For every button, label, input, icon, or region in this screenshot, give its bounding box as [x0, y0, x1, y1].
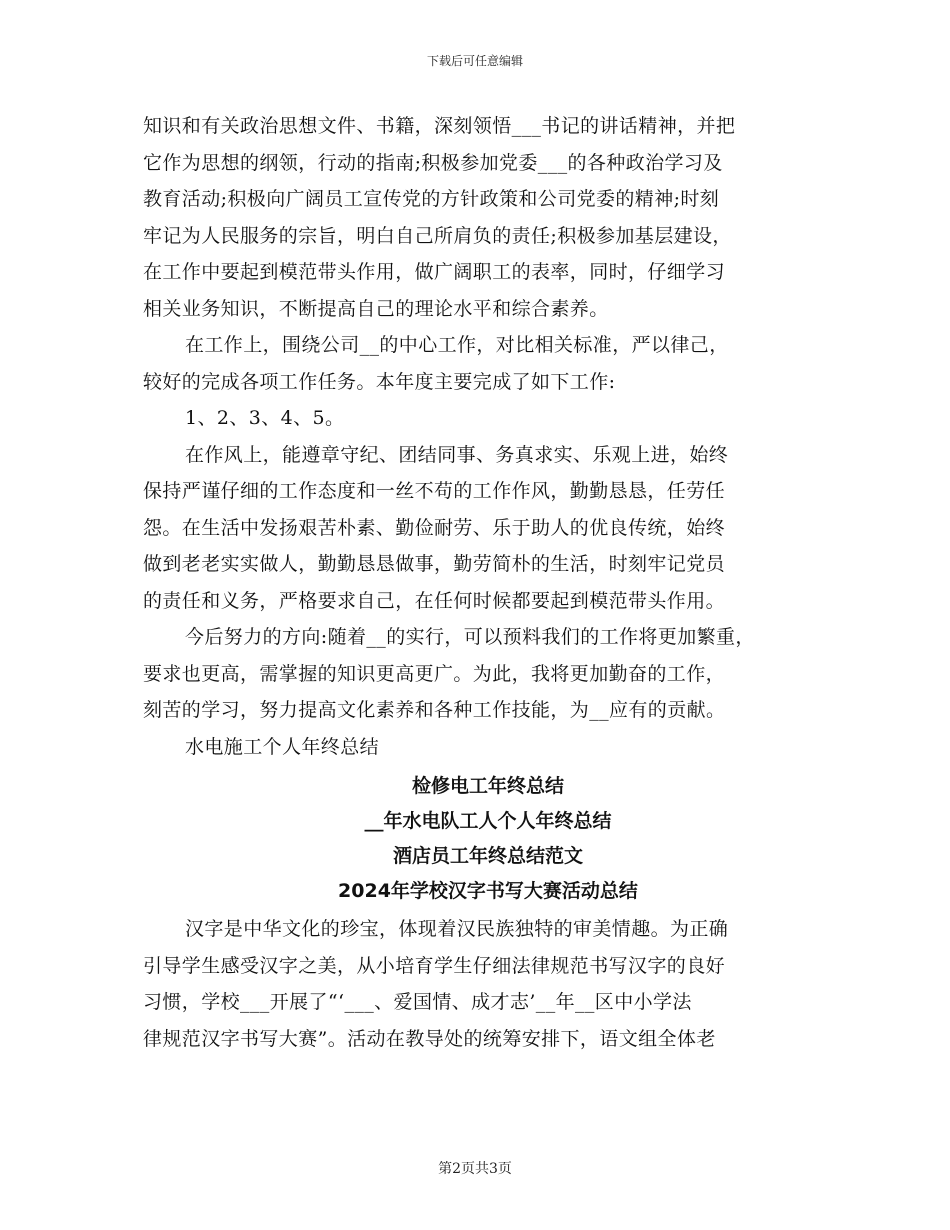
text-line: 引导学生感受汉字之美，从小培育学生仔细法律规范书写汉字的良好	[143, 954, 726, 977]
document-body	[143, 108, 833, 1057]
text-line: 汉字是中华文化的珍宝，体现着汉民族独特的审美情趣。为正确	[185, 918, 729, 940]
section-title: __年水电队工人个人年终总结	[364, 810, 612, 832]
section-title: 酒店员工年终总结范文	[392, 845, 583, 867]
text-line: 相关业务知识，不断提高自己的理论水平和综合素养。	[143, 297, 609, 320]
text-line: 知识和有关政治思想文件、书籍，深刻领悟___书记的讲话精神，并把	[143, 115, 736, 137]
paragraph-6	[143, 729, 833, 766]
text-line: 水电施工个人年终总结	[185, 735, 380, 758]
text-line: 律规范汉字书写大赛”。活动在教导处的统筹安排下，语文组全体老	[143, 1027, 716, 1050]
section-title: 2024年学校汉字书写大赛活动总结	[338, 880, 638, 902]
text-line: 1、2、3、4、5。	[185, 407, 345, 429]
text-line: 今后努力的方向:随着__的实行，可以预料我们的工作将更加繁重，	[185, 626, 755, 648]
text-line: 保持严谨仔细的工作态度和一丝不苟的工作作风，勤勤恳恳，任劳任	[143, 480, 726, 502]
paragraph-7	[143, 911, 833, 1057]
paragraph-1	[143, 108, 833, 327]
text-line: 较好的完成各项工作任务。本年度主要完成了如下工作:	[143, 370, 616, 393]
paragraph-4	[143, 437, 833, 620]
text-line: 它作为思想的纲领，行动的指南;积极参加党委___的各种政治学习及	[143, 151, 723, 174]
paragraph-3	[143, 400, 833, 437]
text-line: 的责任和义务，严格要求自己，在任何时候都要起到模范带头作用。	[143, 589, 726, 612]
paragraph-5	[143, 619, 833, 729]
text-line: 刻苦的学习，努力提高文化素养和各种工作技能，为__应有的贡献。	[143, 699, 726, 721]
text-line: 在作风上，能遵章守纪、团结同事、务真求实、乐观上进，始终	[185, 443, 729, 466]
text-line: 做到老老实实做人，勤勤恳恳做事，勤劳简朴的生活，时刻牢记党员	[143, 553, 726, 575]
section-titles	[143, 769, 833, 909]
text-line: 习惯，学校___开展了“‘___、爱国情、成才志’__年__区中小学法	[143, 991, 692, 1013]
paragraph-2	[143, 327, 833, 400]
page-footer: 第2页共3页	[438, 1161, 512, 1177]
text-line: 在工作中要起到模范带头作用，做广阔职工的表率，同时，仔细学习	[143, 261, 726, 283]
section-title: 检修电工年终总结	[411, 775, 564, 797]
text-line: 在工作上，围绕公司__的中心工作，对比相关标准，严以律己，	[185, 334, 729, 356]
page-header: 下载后可任意编辑	[426, 54, 523, 68]
text-line: 牢记为人民服务的宗旨，明白自己所肩负的责任;积极参加基层建设，	[143, 224, 732, 247]
text-line: 怨。在生活中发扬艰苦朴素、勤俭耐劳、乐于助人的优良传统，始终	[143, 516, 726, 539]
text-line: 要求也更高，需掌握的知识更高更广。为此，我将更加勤奋的工作，	[143, 662, 726, 685]
text-line: 教育活动;积极向广阔员工宣传党的方针政策和公司党委的精神;时刻	[143, 188, 720, 210]
